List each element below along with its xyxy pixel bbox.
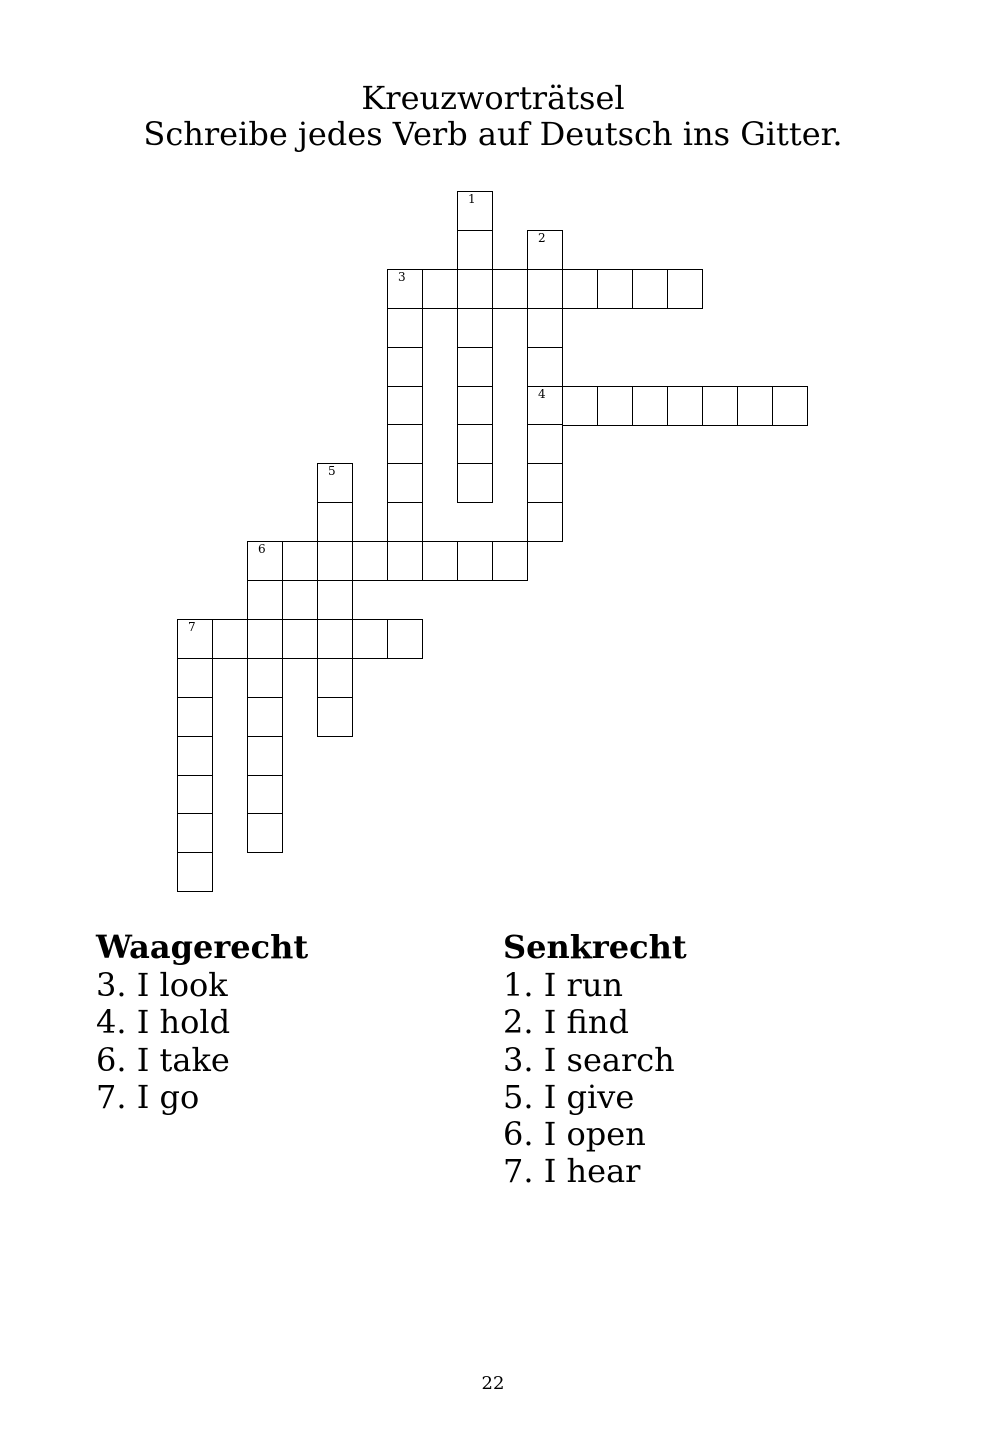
clue-number: 7 [188,619,196,634]
down-clue: 6. I open [503,1115,646,1154]
crossword-cell[interactable] [387,347,423,387]
crossword-cell[interactable] [457,191,493,231]
crossword-cell[interactable] [387,463,423,503]
clue-number: 2 [538,230,546,245]
down-clue: 3. I search [503,1040,675,1079]
crossword-cell[interactable] [247,736,283,776]
crossword-cell[interactable] [387,386,423,426]
crossword-cell[interactable] [212,619,248,659]
crossword-cell[interactable] [702,386,738,426]
crossword-cell[interactable] [457,230,493,270]
across-clue: 7. I go [96,1077,200,1116]
clue-number: 6 [258,542,266,557]
crossword-cell[interactable] [317,541,353,581]
crossword-cell[interactable] [317,697,353,737]
crossword-cell[interactable] [317,619,353,659]
crossword-cell[interactable] [177,697,213,737]
crossword-cell[interactable] [317,658,353,698]
crossword-cell[interactable] [387,308,423,348]
crossword-cell[interactable] [352,541,388,581]
crossword-cell[interactable] [317,580,353,620]
crossword-cell[interactable] [352,619,388,659]
crossword-cell[interactable] [457,386,493,426]
crossword-cell[interactable] [492,269,528,309]
puzzle-title: Kreuzworträtsel [361,79,625,117]
across-clue: 6. I take [96,1040,230,1079]
crossword-cell[interactable] [177,775,213,815]
down-heading: Senkrecht [503,928,687,966]
crossword-cell[interactable] [527,502,563,542]
down-clue: 1. I run [503,966,624,1004]
crossword-cell[interactable] [317,502,353,542]
crossword-cell[interactable] [387,502,423,542]
crossword-cell[interactable] [772,386,808,426]
clue-number: 1 [468,192,476,206]
across-heading: Waagerecht [96,928,309,966]
page-number: 22 [481,1373,505,1394]
crossword-cell[interactable] [527,230,563,270]
crossword-cell[interactable] [177,852,213,892]
crossword-cell[interactable] [387,269,423,309]
clue-number: 4 [538,386,546,401]
crossword-cell[interactable] [632,386,668,426]
crossword-cell[interactable] [282,541,318,581]
clue-number: 3 [398,269,406,284]
crossword-cell[interactable] [457,308,493,348]
crossword-cell[interactable] [247,658,283,698]
down-clue: 5. I give [503,1077,635,1116]
crossword-cell[interactable] [632,269,668,309]
down-clue: 7. I hear [503,1152,641,1191]
crossword-cell[interactable] [667,269,703,309]
crossword-cell[interactable] [527,269,563,309]
crossword-cell[interactable] [667,386,703,426]
crossword-cell[interactable] [422,541,458,581]
across-clues [96,928,308,1116]
crossword-cell[interactable] [457,269,493,309]
crossword-cell[interactable] [597,386,633,426]
crossword-cell[interactable] [527,308,563,348]
crossword-cell[interactable] [527,424,563,464]
crossword-cell[interactable] [597,269,633,309]
crossword-cell[interactable] [282,619,318,659]
across-clue: 4. I hold [96,1003,231,1042]
crossword-cell[interactable] [177,736,213,776]
crossword-cell[interactable] [422,269,458,309]
crossword-cell[interactable] [527,347,563,387]
crossword-cell[interactable] [457,541,493,581]
crossword-cell[interactable] [247,541,283,581]
crossword-cell[interactable] [527,386,563,426]
clue-number: 5 [328,464,336,479]
crossword-cell[interactable] [457,463,493,503]
crossword-cell[interactable] [737,386,773,426]
crossword-cell[interactable] [247,813,283,853]
crossword-cell[interactable] [177,813,213,853]
crossword-cell[interactable] [457,347,493,387]
down-clue: 2. I find [503,1003,629,1042]
crossword-cell[interactable] [562,269,598,309]
down-clues [503,928,687,1191]
crossword-cell[interactable] [317,463,353,503]
crossword-cell[interactable] [247,697,283,737]
across-clue: 3. I look [96,966,228,1004]
crossword-cell[interactable] [387,619,423,659]
puzzle-instruction: Schreibe jedes Verb auf Deutsch ins Gitter. [143,115,843,153]
crossword-cell[interactable] [457,424,493,464]
crossword-cell[interactable] [247,775,283,815]
crossword-cell[interactable] [177,619,213,659]
crossword-cell[interactable] [562,386,598,426]
crossword-cell[interactable] [527,463,563,503]
crossword-cell[interactable] [387,424,423,464]
crossword-cell[interactable] [247,619,283,659]
crossword-cell[interactable] [387,541,423,581]
crossword-cell[interactable] [247,580,283,620]
crossword-cell[interactable] [177,658,213,698]
crossword-cell[interactable] [492,541,528,581]
